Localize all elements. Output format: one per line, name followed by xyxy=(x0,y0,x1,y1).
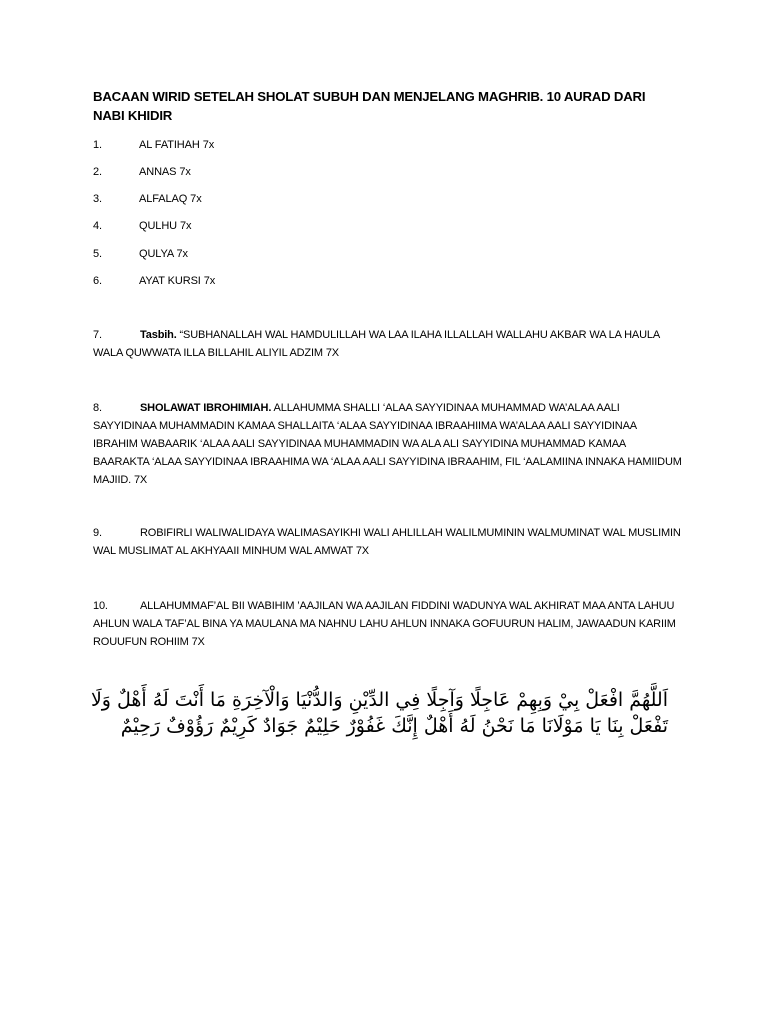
item-doa-allahummafal xyxy=(93,597,683,651)
list-text: QULYA 7x xyxy=(139,248,188,260)
list-item xyxy=(93,245,188,263)
list-number: 6. xyxy=(93,275,102,287)
item-label: SHOLAWAT IBROHIMIAH. xyxy=(140,402,272,414)
item-tasbih xyxy=(93,326,683,362)
list-text: AYAT KURSI 7x xyxy=(139,275,216,287)
list-number: 1. xyxy=(93,139,102,151)
list-number: 10. xyxy=(93,600,108,612)
list-text: AL FATIHAH 7x xyxy=(139,139,215,151)
list-text: QULHU 7x xyxy=(139,220,192,232)
list-number: 2. xyxy=(93,166,102,178)
list-item xyxy=(93,217,191,235)
list-number: 4. xyxy=(93,220,102,232)
item-label: Tasbih. xyxy=(140,329,177,341)
list-number: 5. xyxy=(93,248,102,260)
item-doa-robifirli xyxy=(93,524,683,560)
item-text: ALLAHUMMA SHALLI ‘ALAA SAYYIDINAA MUHAMMAD WA’ALAA AALI SAYYIDINAA MUHAMMADIN KAMAA SHALLAITA ‘ALAA SAYYIDINAA IBRAAHIIMA WA’ALAA AALI SAYYIDINAA IBRAHIM WABAARIK ‘ALAA AALI SAYYIDINAA MUHAMMADIN WA ALA ALI SAYYIDINA MUHAMMAD KAMAA BAARAKTA ‘ALAA SAYYIDINAA IBRAAHIMA WA ‘ALAA AALI SAYYIDINA IBRAAHIM, FIL ‘AALAMIINA INNAKA HAMIIDUM MAJIID. 7X xyxy=(93,402,682,486)
list-text: ALFALAQ 7x xyxy=(139,193,202,205)
arabic-prayer: اَللَّهُمَّ افْعَلْ بِيْ وَبِهِمْ عَاجِلًا وَآجِلًا فِي الدِّيْنِ وَالدُّنْيَا وَالْآخِرَةِ مَا أَنْتَ لَهُ أَهْلٌ وَلَا تَفْعَلْ بِنَا يَا مَوْلَانَا مَا نَحْنُ لَهُ أَهْلٌ إِنَّكَ غَفُوْرٌ حَلِيْمٌ جَوَادٌ كَرِيْمٌ رَؤُوْفٌ رَحِيْمٌ xyxy=(90,689,668,737)
list-number: 9. xyxy=(93,527,102,539)
document-title: BACAAN WIRID SETELAH SHOLAT SUBUH DAN MENJELANG MAGHRIB. 10 AURAD DARI NABI KHIDIR xyxy=(93,89,646,123)
list-text: ANNAS 7x xyxy=(139,166,191,178)
list-number: 7. xyxy=(93,329,102,341)
list-number: 3. xyxy=(93,193,102,205)
item-text: “SUBHANALLAH WAL HAMDULILLAH WA LAA ILAHA ILLALLAH WALLAHU AKBAR WA LA HAULA WALA QUWWATA ILLA BILLAHIL ALIYIL ADZIM 7X xyxy=(93,329,660,359)
item-sholawat xyxy=(93,399,683,489)
list-item xyxy=(93,190,202,208)
item-text: ROBIFIRLI WALIWALIDAYA WALIMASAYIKHI WALI AHLILLAH WALILMUMININ WALMUMINAT WAL MUSLIMIN WAL MUSLIMAT AL AKHYAAII MINHUM WAL AMWAT 7X xyxy=(93,527,681,557)
list-item xyxy=(93,163,191,181)
list-item xyxy=(93,136,214,154)
list-number: 8. xyxy=(93,402,102,414)
list-item xyxy=(93,272,215,290)
item-text: ALLAHUMMAF’AL BII WABIHIM ’AAJILAN WA AAJILAN FIDDINI WADUNYA WAL AKHIRAT MAA ANTA LAHUU AHLUN WALA TAF’AL BINA YA MAULANA MA NAHNU LAHU AHLUN INNAKA GOFUURUN HALIM, JAWAADUN KARIIM ROUUFUN ROHIIM 7X xyxy=(93,600,676,648)
